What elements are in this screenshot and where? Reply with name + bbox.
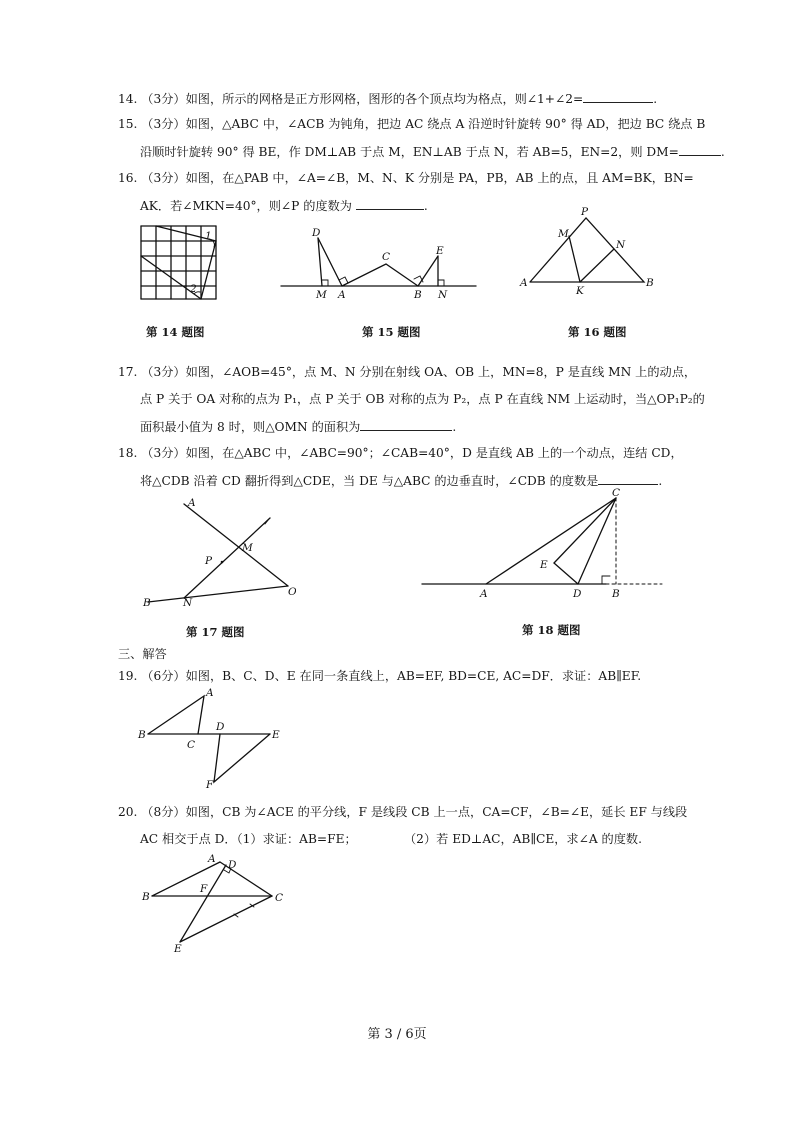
answer-blank-18[interactable]: [598, 472, 658, 485]
label-B: B: [414, 289, 422, 301]
label-A: A: [188, 497, 196, 509]
segment-ed: [554, 563, 578, 584]
problem-19-line1: 19. （6分）如图，B、C、D、E 在同一条直线上，AB=EF, BD=CE, AC=DF．求证：AB∥EF.: [118, 669, 642, 683]
figure-20: [138, 846, 298, 956]
label-D: D: [312, 227, 321, 239]
caption-figure-15: 第 15 题图: [362, 325, 421, 339]
label-B: B: [612, 588, 620, 600]
label-angle-1: 1: [205, 230, 212, 242]
label-A: A: [520, 277, 528, 289]
segment-mk: [569, 236, 580, 282]
label-O: O: [288, 586, 297, 598]
figure-17: [140, 494, 310, 614]
label-M: M: [316, 289, 327, 301]
answer-blank-17[interactable]: [360, 418, 452, 431]
label-F: F: [200, 883, 208, 895]
figure-16: [514, 206, 664, 296]
page-number: 第 3 / 6页: [367, 1027, 427, 1042]
label-P: P: [205, 555, 213, 567]
problem-17-line2: 点 P 关于 OA 对称的点为 P₁，点 P 关于 OB 对称的点为 P₂，点 P 在直线 NM 上运动时，当△OP₁P₂的: [140, 392, 705, 406]
problem-17-line1: 17. （3分）如图，∠AOB=45°，点 M、N 分别在射线 OA、OB 上，MN=8，P 是直线 MN 上的动点，: [118, 365, 697, 379]
caption-figure-16: 第 16 题图: [568, 325, 627, 339]
label-F: F: [206, 779, 214, 791]
label-A: A: [206, 687, 214, 699]
label-E: E: [540, 559, 548, 571]
triangle-pab: [530, 218, 644, 282]
problem-17-text: 面积最小值为 8 时，则△OMN 的面积为: [140, 420, 361, 434]
triangle-abc: [148, 696, 204, 734]
segment-eb: [418, 256, 438, 286]
segment-ce: [554, 498, 616, 563]
triangle-abc: [342, 264, 418, 286]
slanted-side: [201, 241, 216, 299]
label-D: D: [573, 588, 582, 600]
label-angle-2: 2: [190, 283, 197, 295]
problem-16-line1: 16. （3分）如图，在△PAB 中，∠A=∠B，M、N、K 分别是 PA，PB，AB 上的点，且 AM=BK，BN=: [118, 171, 694, 185]
problem-16-text: AK．若∠MKN=40°，则∠P 的度数为: [140, 199, 352, 213]
label-A: A: [480, 588, 488, 600]
point-P: [221, 561, 224, 564]
label-K: K: [576, 285, 584, 297]
line-mn: [184, 518, 270, 598]
right-angle-n: [438, 280, 444, 286]
label-E: E: [272, 729, 280, 741]
problem-15-line1: 15. （3分）如图，△ABC 中，∠ACB 为钝角，把边 AC 绕点 A 沿逆时针旋转 90° 得 AD，把边 BC 绕点 B: [118, 117, 706, 131]
problem-15-tail: .: [720, 145, 725, 159]
right-angle-b: [602, 576, 610, 584]
label-P: P: [581, 206, 589, 218]
figure-15: [278, 222, 478, 302]
problem-16-line2: [140, 197, 428, 214]
label-C: C: [612, 487, 621, 499]
problem-14: [118, 90, 657, 107]
label-C: C: [275, 892, 284, 904]
problem-20-line2b: （2）若 ED⊥AC，AB∥CE，求∠A 的度数.: [404, 832, 642, 846]
caption-figure-18: 第 18 题图: [522, 623, 581, 637]
label-C: C: [187, 739, 196, 751]
problem-18-tail: .: [658, 474, 663, 488]
label-N: N: [616, 239, 626, 251]
figure-19: [138, 682, 298, 792]
segment-nk: [580, 249, 614, 282]
label-A: A: [208, 853, 216, 865]
ray-ob: [148, 586, 288, 602]
label-M: M: [558, 228, 569, 240]
label-D: D: [228, 859, 237, 871]
right-angle-m: [322, 280, 328, 286]
problem-18-line1: 18. （3分）如图，在△ABC 中，∠ABC=90°；∠CAB=40°，D 是直线 AB 上的一个动点，连结 CD，: [118, 446, 683, 460]
answer-blank-14[interactable]: [583, 90, 653, 103]
label-B: B: [138, 729, 146, 741]
problem-17-tail: .: [452, 420, 457, 434]
caption-figure-17: 第 17 题图: [186, 625, 245, 639]
figure-14: [138, 222, 228, 302]
label-N: N: [438, 289, 448, 301]
label-C: C: [382, 251, 391, 263]
problem-17-line3: [140, 418, 456, 435]
label-E: E: [436, 245, 444, 257]
triangle-efd: [214, 734, 270, 782]
section-heading: 三、解答: [118, 647, 167, 661]
label-B: B: [142, 891, 150, 903]
label-B: B: [646, 277, 654, 289]
problem-15-text: 沿顺时针旋转 90° 得 BE，作 DM⊥AB 于点 M，EN⊥AB 于点 N，若 AB=5，EN=2，则 DM=: [140, 145, 679, 159]
answer-blank-16[interactable]: [356, 197, 424, 210]
label-M: M: [242, 542, 253, 554]
figure-18: [416, 486, 676, 606]
label-A: A: [338, 289, 346, 301]
problem-14-tail: .: [653, 92, 658, 106]
problem-14-text: 14. （3分）如图，所示的网格是正方形网格，图形的各个顶点均为格点，则∠1+∠2=: [118, 92, 584, 106]
problem-18-text: 将△CDB 沿着 CD 翻折得到△CDE，当 DE 与△ABC 的边垂直时，∠CDB 的度数是: [140, 474, 599, 488]
ray-oa: [184, 504, 288, 586]
problem-20-line1: 20. （8分）如图，CB 为∠ACE 的平分线，F 是线段 CB 上一点，CA=CF，∠B=∠E，延长 EF 与线段: [118, 805, 688, 819]
label-E: E: [174, 943, 182, 955]
caption-figure-14: 第 14 题图: [146, 325, 205, 339]
problem-15-line2: [140, 143, 725, 160]
problem-20-line2a: AC 相交于点 D．（1）求证：AB=FE；: [140, 832, 357, 846]
answer-blank-15[interactable]: [679, 143, 721, 156]
label-D: D: [216, 721, 225, 733]
label-B: B: [143, 597, 151, 609]
problem-16-tail: .: [423, 199, 428, 213]
label-N: N: [183, 597, 193, 609]
